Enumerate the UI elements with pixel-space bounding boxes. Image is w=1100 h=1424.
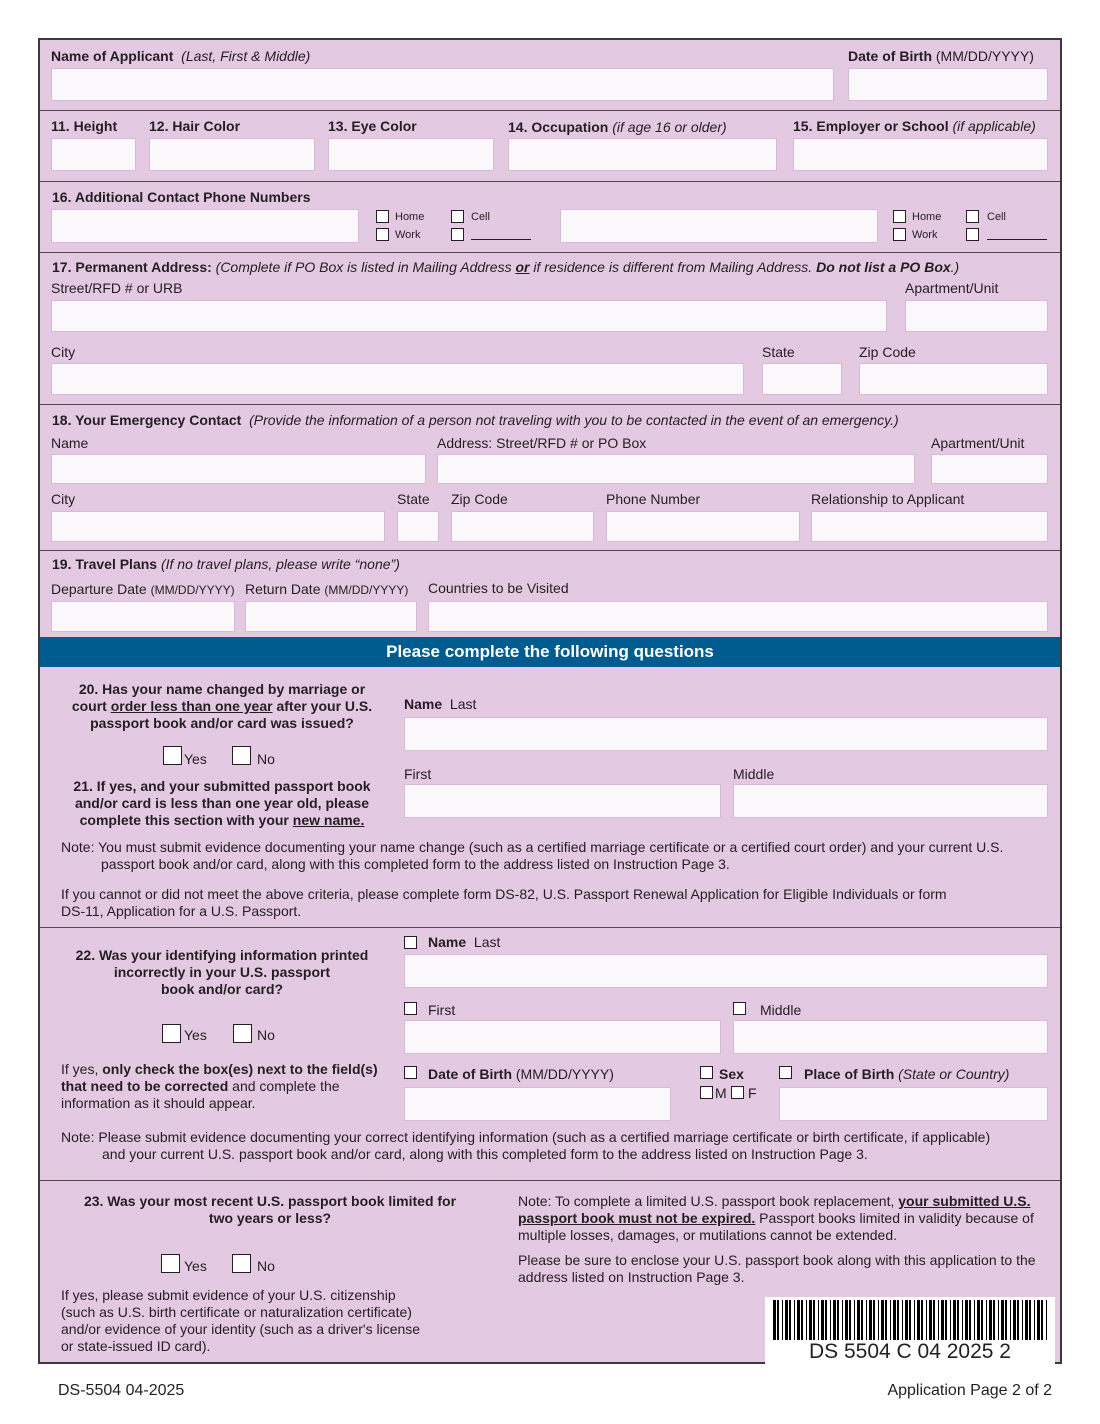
emergency-contact-label: 18. Your Emergency Contact (Provide the information of a person not traveling with you to be contacted in the event of an emergency.) — [52, 412, 899, 428]
barcode-bar — [921, 1300, 923, 1340]
phone-1-work-label: Work — [395, 229, 421, 241]
barcode-bar — [782, 1300, 783, 1340]
divider — [40, 404, 1060, 405]
barcode-bar — [1034, 1300, 1035, 1340]
q20-middle-name-field[interactable] — [733, 784, 1048, 818]
barcode-bar — [914, 1300, 915, 1340]
barcode-bar — [998, 1300, 999, 1340]
zip-field[interactable] — [859, 363, 1048, 395]
countries-field[interactable] — [428, 601, 1048, 632]
barcode-bar — [893, 1300, 896, 1340]
barcode-bar — [1013, 1300, 1016, 1340]
barcode-bar — [965, 1300, 968, 1340]
barcode-bar — [849, 1300, 851, 1340]
barcode-bar — [993, 1300, 995, 1340]
barcode-bar — [801, 1300, 803, 1340]
hair-color-field[interactable] — [149, 138, 315, 171]
application-form — [38, 38, 1062, 1364]
divider — [40, 110, 1060, 111]
barcode-bar — [869, 1300, 872, 1340]
divider — [40, 927, 1060, 928]
q20-yes-label: Yes — [184, 751, 207, 767]
questions-banner: Please complete the following questions — [40, 637, 1060, 667]
barcode-bar — [986, 1300, 987, 1340]
q22-first-label: First — [428, 1002, 456, 1018]
barcode-bar — [1010, 1300, 1011, 1340]
form-number: DS-5504 04-2025 — [58, 1382, 185, 1399]
barcode-bar — [1046, 1300, 1047, 1340]
state-field[interactable] — [762, 363, 842, 395]
barcode-bar — [909, 1300, 911, 1340]
phone-1-work-checkbox[interactable] — [376, 228, 389, 241]
barcode-bar — [1017, 1300, 1019, 1340]
q23-yes-checkbox[interactable] — [161, 1254, 180, 1273]
q22-sex-label: Sex — [719, 1066, 744, 1082]
travel-plans-label: 19. Travel Plans (If no travel plans, please write “none”) — [52, 556, 400, 572]
barcode-bar — [842, 1300, 843, 1340]
divider — [40, 252, 1060, 253]
barcode-bar — [873, 1300, 875, 1340]
barcode-bar — [962, 1300, 963, 1340]
barcode-bar — [797, 1300, 800, 1340]
barcode-bar — [813, 1300, 815, 1340]
height-label: 11. Height — [51, 118, 118, 134]
emergency-relationship-field[interactable] — [811, 511, 1048, 542]
q22-sex-m-checkbox[interactable] — [700, 1086, 713, 1099]
barcode-bar — [929, 1300, 932, 1340]
applicant-name-field[interactable] — [51, 68, 834, 101]
apartment-field[interactable] — [905, 300, 1048, 332]
return-date-label: Return Date (MM/DD/YYYY) — [245, 581, 409, 597]
q22-name-checkbox[interactable] — [404, 936, 417, 949]
q22-pob-field[interactable] — [779, 1087, 1048, 1121]
emergency-city-label: City — [51, 491, 76, 507]
question-20-text: 20. Has your name changed by marriage or court order less than one year after your U.S. passport book and/or card was issued? — [71, 681, 373, 731]
barcode-bar — [866, 1300, 867, 1340]
q22-note: Note: Please submit evidence documenting your correct identifying information (such as a certified marriage certificate or birth certificate, if applicable) and your current U.S. passport book and/or card, along with this completed form to the address listed on Instruction Page 3. — [61, 1129, 991, 1162]
q22-sex-m-label: M — [715, 1085, 727, 1101]
barcode-bar — [1005, 1300, 1007, 1340]
barcode-bar — [777, 1300, 779, 1340]
q22-middle-label: Middle — [760, 1002, 802, 1018]
question-22-text: 22. Was your identifying information printed incorrectly in your U.S. passport book and/or card? — [75, 947, 369, 997]
occupation-label: 14. Occupation (if age 16 or older) — [508, 119, 727, 135]
zip-label: Zip Code — [859, 344, 916, 360]
departure-date-field[interactable] — [51, 601, 235, 632]
q22-middle-checkbox[interactable] — [733, 1002, 746, 1015]
emergency-apartment-label: Apartment/Unit — [931, 435, 1025, 451]
q22-sex-f-label: F — [748, 1085, 757, 1101]
employer-label: 15. Employer or School (if applicable) — [793, 118, 1036, 134]
departure-date-label: Departure Date (MM/DD/YYYY) — [51, 581, 235, 597]
barcode-bar — [789, 1300, 791, 1340]
barcode — [765, 1297, 1055, 1364]
eye-color-field[interactable] — [328, 138, 494, 171]
emergency-address-field[interactable] — [437, 454, 915, 484]
emergency-phone-field[interactable] — [606, 511, 800, 542]
barcode-text: DS 5504 C 04 2025 2 — [809, 1340, 1011, 1363]
phone-1-home-label: Home — [395, 211, 425, 223]
q23-no-checkbox[interactable] — [232, 1254, 251, 1273]
barcode-bar — [837, 1300, 839, 1340]
barcode-bar — [950, 1300, 951, 1340]
q20-no-label: No — [257, 751, 275, 767]
barcode-bar — [785, 1300, 788, 1340]
barcode-bar — [902, 1300, 903, 1340]
city-field[interactable] — [51, 363, 744, 395]
barcode-bar — [957, 1300, 959, 1340]
q22-last-name-field[interactable] — [404, 954, 1048, 988]
q22-sex-f-checkbox[interactable] — [731, 1086, 744, 1099]
barcode-bar — [881, 1300, 884, 1340]
emergency-name-label: Name — [51, 435, 89, 451]
q22-instructions: If yes, only check the box(es) next to the field(s) that need to be corrected and complete the information as it should appear. — [61, 1061, 378, 1111]
permanent-address-label: 17. Permanent Address: (Complete if PO Box is listed in Mailing Address or if residence is different from Mailing Address. Do not list a PO Box.) — [52, 259, 960, 275]
city-label: City — [51, 344, 76, 360]
q22-name-last-label: Name Last — [428, 934, 501, 950]
employer-field[interactable] — [793, 138, 1048, 171]
divider — [40, 181, 1060, 182]
barcode-bar — [969, 1300, 971, 1340]
divider — [40, 1180, 1060, 1181]
q20-note: Note: You must submit evidence documenting your name change (such as a certified marriage certificate or a certified court order) and your current U.S. passport book and/or card, along with this completed form to the address listed on Instruction Page 3. If you cannot or did not meet the above criteria, please complete form DS-82, U.S. Passport Renewal Application for Eligible Individuals or form DS-11, Application for a U.S. Passport. — [61, 839, 1004, 919]
phone-1-field[interactable] — [51, 209, 359, 243]
q22-first-checkbox[interactable] — [404, 1002, 417, 1015]
barcode-bar — [917, 1300, 920, 1340]
barcode-bar — [897, 1300, 899, 1340]
emergency-zip-field[interactable] — [451, 511, 594, 542]
barcode-bar — [845, 1300, 848, 1340]
q20-middle-label: Middle — [733, 766, 775, 782]
barcode-bar — [977, 1300, 980, 1340]
phone-2-work-label: Work — [912, 229, 938, 241]
q20-no-checkbox[interactable] — [232, 746, 251, 765]
barcode-bar — [818, 1300, 819, 1340]
q20-first-name-field[interactable] — [404, 784, 721, 818]
phone-2-other-checkbox[interactable] — [966, 228, 979, 241]
q22-no-label: No — [257, 1027, 275, 1043]
return-date-field[interactable] — [245, 601, 417, 632]
applicant-name-label: Name of Applicant (Last, First & Middle) — [51, 48, 311, 64]
hair-color-label: 12. Hair Color — [149, 118, 241, 134]
page-number: Application Page 2 of 2 — [887, 1382, 1052, 1399]
barcode-bar — [953, 1300, 956, 1340]
barcode-bar — [1022, 1300, 1023, 1340]
barcode-bar — [1029, 1300, 1031, 1340]
emergency-address-label: Address: Street/RFD # or PO Box — [437, 435, 647, 451]
phone-1-cell-label: Cell — [471, 211, 490, 223]
phone-2-work-checkbox[interactable] — [893, 228, 906, 241]
divider — [40, 550, 1060, 551]
barcode-bar — [833, 1300, 836, 1340]
q22-pob-label: Place of Birth (State or Country) — [804, 1066, 1010, 1082]
phone-2-cell-label: Cell — [987, 211, 1006, 223]
emergency-apartment-field[interactable] — [931, 454, 1048, 484]
q22-pob-checkbox[interactable] — [779, 1066, 792, 1079]
barcode-bar — [941, 1300, 944, 1340]
barcode-bars — [765, 1300, 1055, 1344]
phone-1-other-checkbox[interactable] — [451, 228, 464, 241]
barcode-bar — [878, 1300, 879, 1340]
height-field[interactable] — [51, 138, 136, 171]
barcode-bar — [861, 1300, 863, 1340]
q22-yes-label: Yes — [184, 1027, 207, 1043]
state-label: State — [762, 344, 795, 360]
barcode-bar — [821, 1300, 824, 1340]
phone-2-home-checkbox[interactable] — [893, 210, 906, 223]
barcode-bar — [806, 1300, 807, 1340]
street-label: Street/RFD # or URB — [51, 280, 183, 296]
emergency-phone-label: Phone Number — [606, 491, 701, 507]
barcode-bar — [857, 1300, 860, 1340]
q20-last-name-field[interactable] — [404, 717, 1048, 751]
countries-label: Countries to be Visited — [428, 580, 569, 596]
barcode-bar — [830, 1300, 831, 1340]
dob-field[interactable] — [848, 68, 1048, 101]
q22-yes-checkbox[interactable] — [162, 1024, 181, 1043]
dob-label: Date of Birth (MM/DD/YYYY) — [848, 48, 1034, 64]
barcode-bar — [933, 1300, 935, 1340]
phone-2-cell-checkbox[interactable] — [966, 210, 979, 223]
barcode-bar — [989, 1300, 992, 1340]
barcode-bar — [945, 1300, 947, 1340]
barcode-bar — [1025, 1300, 1028, 1340]
street-field[interactable] — [51, 300, 887, 332]
barcode-bar — [974, 1300, 975, 1340]
barcode-bar — [825, 1300, 827, 1340]
barcode-bar — [981, 1300, 983, 1340]
barcode-bar — [926, 1300, 927, 1340]
q20-first-label: First — [404, 766, 432, 782]
occupation-field[interactable] — [508, 138, 777, 171]
question-23-text: 23. Was your most recent U.S. passport book limited for two years or less? — [83, 1193, 457, 1226]
barcode-bar — [794, 1300, 795, 1340]
phone-1-home-checkbox[interactable] — [376, 210, 389, 223]
q23-no-label: No — [257, 1258, 275, 1274]
barcode-bar — [905, 1300, 908, 1340]
question-21-text: 21. If yes, and your submitted passport book and/or card is less than one year old, please complete this section with your new name. — [73, 778, 371, 828]
q22-dob-checkbox[interactable] — [404, 1066, 417, 1079]
barcode-bar — [773, 1300, 776, 1340]
q22-first-name-field[interactable] — [404, 1020, 721, 1054]
q20-name-last-label: Name Last — [404, 696, 477, 712]
barcode-bar — [885, 1300, 887, 1340]
barcode-bar — [1041, 1300, 1043, 1340]
q23-yes-label: Yes — [184, 1258, 207, 1274]
phone-1-other-line[interactable] — [471, 239, 531, 240]
phones-label: 16. Additional Contact Phone Numbers — [52, 189, 311, 205]
eye-color-label: 13. Eye Color — [328, 118, 417, 134]
emergency-state-field[interactable] — [397, 511, 439, 542]
phone-2-other-line[interactable] — [987, 239, 1047, 240]
emergency-state-label: State — [397, 491, 430, 507]
barcode-bar — [1001, 1300, 1004, 1340]
barcode-bar — [809, 1300, 812, 1340]
apartment-label: Apartment/Unit — [905, 280, 999, 296]
barcode-bar — [854, 1300, 855, 1340]
phone-2-home-label: Home — [912, 211, 942, 223]
phone-1-cell-checkbox[interactable] — [451, 210, 464, 223]
barcode-bar — [1037, 1300, 1040, 1340]
q23-note: Note: To complete a limited U.S. passport book replacement, your submitted U.S. passport book must not be expired. Passport books limited in validity because of multiple losses, damages, or mutilations cannot be extended. Please be sure to enclose your U.S. passport book along with this application to the address listed on Instruction Page 3. — [518, 1193, 1036, 1285]
emergency-name-field[interactable] — [51, 454, 426, 484]
q20-yes-checkbox[interactable] — [163, 746, 182, 765]
barcode-bar — [890, 1300, 891, 1340]
q22-no-checkbox[interactable] — [233, 1024, 252, 1043]
q22-middle-name-field[interactable] — [733, 1020, 1048, 1054]
emergency-relationship-label: Relationship to Applicant — [811, 491, 965, 507]
q23-instructions: If yes, please submit evidence of your U.S. citizenship (such as U.S. birth certificate or naturalization certificate) and/or evidence of your identity (such as a driver's license or state-issued ID card). — [61, 1287, 421, 1354]
phone-2-field[interactable] — [560, 209, 878, 243]
emergency-zip-label: Zip Code — [451, 491, 508, 507]
q22-sex-checkbox[interactable] — [700, 1066, 713, 1079]
emergency-city-field[interactable] — [51, 511, 385, 542]
q22-dob-field[interactable] — [404, 1087, 671, 1121]
q22-dob-label: Date of Birth (MM/DD/YYYY) — [428, 1066, 614, 1082]
barcode-bar — [938, 1300, 939, 1340]
